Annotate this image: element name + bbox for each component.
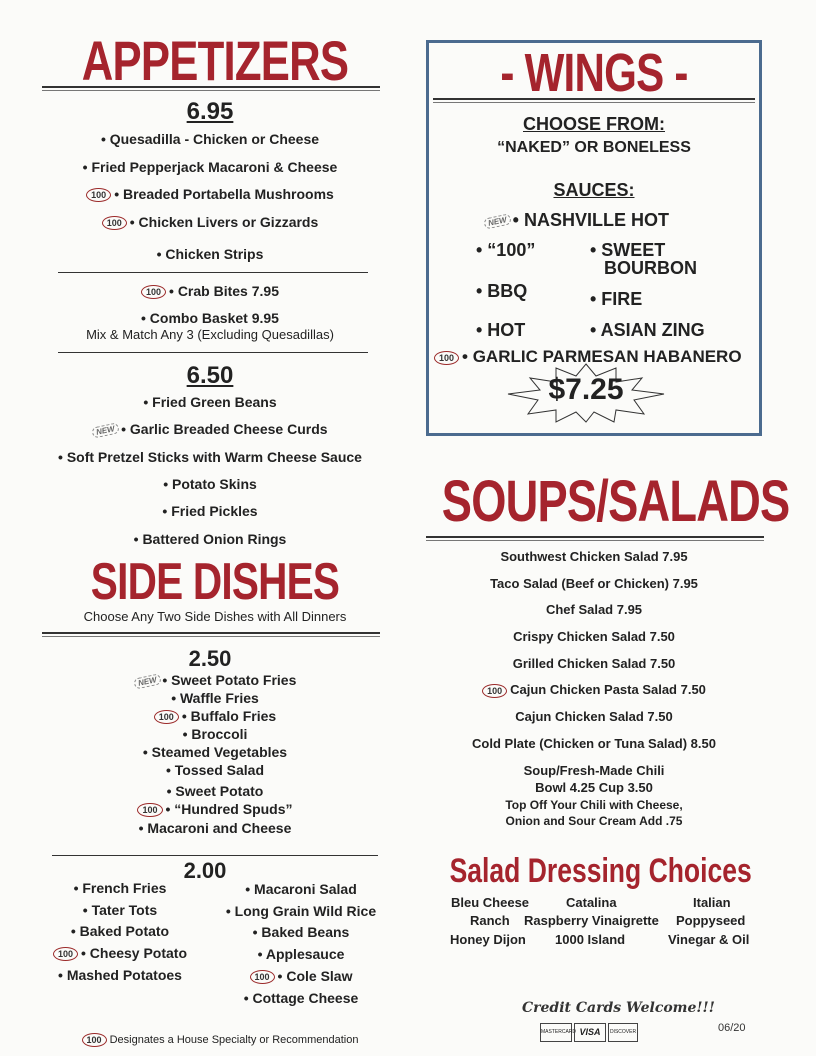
menu-item: • Combo Basket 9.95 [141,310,279,326]
section-subtitle: Choose Any Two Side Dishes with All Dinners [83,609,347,624]
dressing-option: Ranch [470,913,510,928]
wings-price: $7.25 [548,373,624,406]
menu-item: • Baked Beans [252,924,350,940]
sauce-item [484,210,669,231]
divider [42,86,380,91]
menu-item: • Chicken Strips [156,246,264,262]
dressing-option: Honey Dijon [450,932,526,947]
house-specialty-icon: 100 [82,1033,107,1047]
menu-item: • Battered Onion Rings [133,531,287,547]
menu-item: Cajun Chicken Salad 7.50 [515,709,673,724]
discover-icon [608,1023,638,1042]
divider [58,272,368,273]
footnote [60,1033,380,1047]
sauce-label: • GARLIC PARMESAN HABANERO [462,347,742,366]
footnote-text: Designates a House Specialty or Recommendation [109,1033,359,1046]
new-badge-icon: NEW [92,422,120,438]
menu-item: Bowl 4.25 Cup 3.50 [535,780,653,795]
dressing-option: 1000 Island [555,932,626,947]
menu-item [40,708,390,724]
price-heading: 2.50 [188,646,232,671]
house-specialty-icon: 100 [86,188,111,202]
price-heading: 2.00 [183,858,227,883]
menu-item [40,214,380,230]
new-badge-icon: NEW [133,673,161,689]
sauce-label: • NASHVILLE HOT [512,210,669,230]
sauce-item: • ASIAN ZING [590,320,705,340]
sauce-item: • “100” [476,240,536,260]
menu-item: • Macaroni and Cheese [138,820,292,836]
menu-item [40,421,380,437]
menu-item [40,186,380,202]
menu-item: • Tater Tots [82,902,158,918]
menu-item [40,801,390,817]
credit-cards-text: Credit Cards Welcome!!! [522,1000,715,1016]
sauce-item: BOURBON [604,258,697,278]
menu-item: • Fried Pickles [162,503,258,519]
menu-item: • Mashed Potatoes [58,967,182,983]
menu-item-label: • Garlic Breaded Cheese Curds [121,421,328,437]
dressing-option: Vinegar & Oil [668,932,750,947]
wings-title: - WINGS - [500,43,688,103]
menu-item: Crispy Chicken Salad 7.50 [513,629,675,644]
price-heading: 6.95 [186,98,234,125]
date-code: 06/20 [718,1022,746,1034]
dressing-option: Poppyseed [676,913,746,928]
menu-item: • Macaroni Salad [245,881,357,897]
dressing-option: Bleu Cheese [451,895,530,910]
menu-item: Cold Plate (Chicken or Tuna Salad) 8.50 [472,736,716,751]
dressing-option: Catalina [566,895,617,910]
menu-item: • French Fries [73,880,167,896]
dressing-option: Raspberry Vinaigrette [524,913,659,928]
side-dishes-title: SIDE DISHES [90,553,340,611]
card-label: MASTERCARD [541,1029,577,1035]
choose-label: CHOOSE FROM: [523,114,665,134]
menu-item [426,682,762,698]
menu-item-label: • Cole Slaw [277,968,353,984]
dressing-title: Salad Dressing Choices [449,852,752,890]
menu-item: • Cottage Cheese [243,990,359,1006]
menu-item: • Soft Pretzel Sticks with Warm Cheese Sauce [58,449,362,465]
menu-item: • Potato Skins [163,476,257,492]
menu-item: • Steamed Vegetables [142,744,288,760]
house-specialty-icon: 100 [482,684,507,698]
mastercard-icon [540,1023,577,1042]
house-specialty-icon: 100 [102,216,127,230]
card-label: DISCOVER [609,1029,637,1035]
divider [58,352,368,353]
menu-item: Soup/Fresh-Made Chili [523,763,665,778]
divider [42,632,380,637]
menu-note: Top Off Your Chili with Cheese, [505,798,683,812]
menu-item: • Baked Potato [70,923,170,939]
card-label: VISA [579,1027,601,1037]
menu-note: Onion and Sour Cream Add .75 [505,814,683,828]
sauce-item: • SWEET [590,240,666,260]
menu-item: Taco Salad (Beef or Chicken) 7.95 [490,576,698,591]
menu-item: • Tossed Salad [165,762,264,778]
house-specialty-icon: 100 [141,285,166,299]
appetizers-title: APPETIZERS [81,29,349,92]
menu-item [20,945,220,961]
menu-item: • Waffle Fries [171,690,259,706]
menu-item-label: • Chicken Livers or Gizzards [129,214,319,230]
house-specialty-icon: 100 [137,803,162,817]
menu-item: Southwest Chicken Salad 7.95 [500,549,688,564]
house-specialty-icon: 100 [53,947,78,961]
menu-item-label: • “Hundred Spuds” [165,801,293,817]
menu-item: • Quesadilla - Chicken or Cheese [100,131,320,147]
choose-subtitle: “NAKED” OR BONELESS [497,139,691,156]
menu-item: • Sweet Potato [166,783,264,799]
visa-icon [574,1023,606,1042]
menu-item: • Applesauce [257,946,345,962]
divider [52,855,378,856]
menu-item [196,968,406,984]
sauce-item: • FIRE [590,289,643,309]
menu-item [40,283,380,299]
divider [426,536,764,541]
menu-note: Mix & Match Any 3 (Excluding Quesadillas) [86,327,334,342]
menu-item [40,672,390,688]
menu-item-label: • Cheesy Potato [80,945,188,961]
sauces-label: SAUCES: [553,180,635,200]
menu-item: Grilled Chicken Salad 7.50 [512,656,676,671]
price-heading: 6.50 [186,362,234,389]
soups-salads-title: SOUPS/SALADS [441,469,790,534]
house-specialty-icon: 100 [250,970,275,984]
menu-item-label: • Buffalo Fries [181,708,277,724]
menu-item-label: • Crab Bites 7.95 [169,283,279,299]
menu-item: • Broccoli [182,726,248,742]
sauce-item: • HOT [476,320,526,340]
menu-item: • Fried Green Beans [143,394,277,410]
new-badge-icon: NEW [483,213,511,229]
house-specialty-icon: 100 [434,351,459,365]
menu-item: Chef Salad 7.95 [545,602,643,617]
menu-item-label: • Breaded Portabella Mushrooms [114,186,334,202]
menu-item-label: • Sweet Potato Fries [162,672,297,688]
menu-item: • Fried Pepperjack Macaroni & Cheese [82,159,338,175]
menu-item: • Long Grain Wild Rice [225,903,377,919]
dressing-option: Italian [693,895,731,910]
sauce-item: • BBQ [476,281,528,301]
menu-item-label: Cajun Chicken Pasta Salad 7.50 [510,682,706,697]
house-specialty-icon: 100 [154,710,179,724]
